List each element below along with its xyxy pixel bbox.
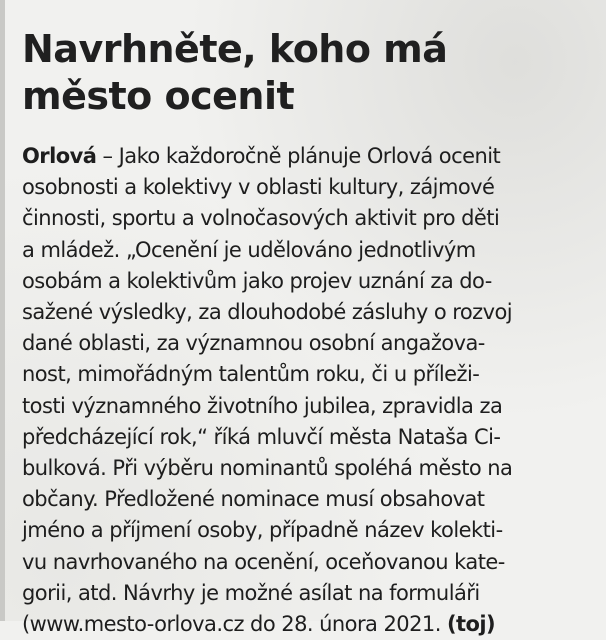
body-line bbox=[22, 141, 597, 172]
body-line: gorii, atd. Návrhy je možné asílat na formuláři bbox=[22, 580, 480, 605]
body-line: nost, mimořádným talentům roku, či u příleži- bbox=[22, 362, 480, 387]
body-line: vu navrhovaného na ocenění, oceňovanou kate- bbox=[22, 549, 505, 574]
headline-line-2: město ocenit bbox=[22, 74, 295, 118]
headline-line-1: Navrhněte, koho má bbox=[22, 27, 448, 71]
body-line-text: – Jako každoročně plánuje Orlová ocenit bbox=[96, 144, 501, 168]
byline: (toj) bbox=[446, 612, 496, 637]
page-edge bbox=[0, 0, 5, 621]
body-line: jméno a příjmení osoby, případně název kolekti- bbox=[22, 518, 503, 543]
body-line: osobnosti a kolektivy v oblasti kultury, zájmové bbox=[22, 175, 495, 200]
body-line: předcházející rok,“ říká mluvčí města Nataša Ci- bbox=[22, 424, 501, 449]
body-line-text: (www.mesto-orlova.cz do 28. února 2021. bbox=[22, 612, 447, 637]
body-line: občany. Předložené nominace musí obsahovat bbox=[22, 487, 485, 512]
body-line: činnosti, sportu a volnočasových aktivit pro děti bbox=[22, 206, 500, 231]
article-headline bbox=[22, 26, 582, 120]
body-line bbox=[22, 609, 597, 640]
body-line: dané oblasti, za významnou osobní angažova- bbox=[22, 331, 485, 356]
body-line: tosti významného životního jubilea, zpravidla za bbox=[22, 393, 503, 418]
article-body bbox=[22, 141, 597, 640]
body-line: a mládež. „Ocenění je udělováno jednotlivým bbox=[22, 237, 476, 262]
body-line: osobám a kolektivům jako projev uznání za do- bbox=[22, 268, 492, 293]
dateline: Orlová bbox=[22, 144, 97, 168]
body-line: sažené výsledky, za dlouhodobé zásluhy o rozvoj bbox=[22, 300, 513, 325]
body-line: bulková. Při výběru nominantů spoléhá město na bbox=[22, 456, 513, 481]
